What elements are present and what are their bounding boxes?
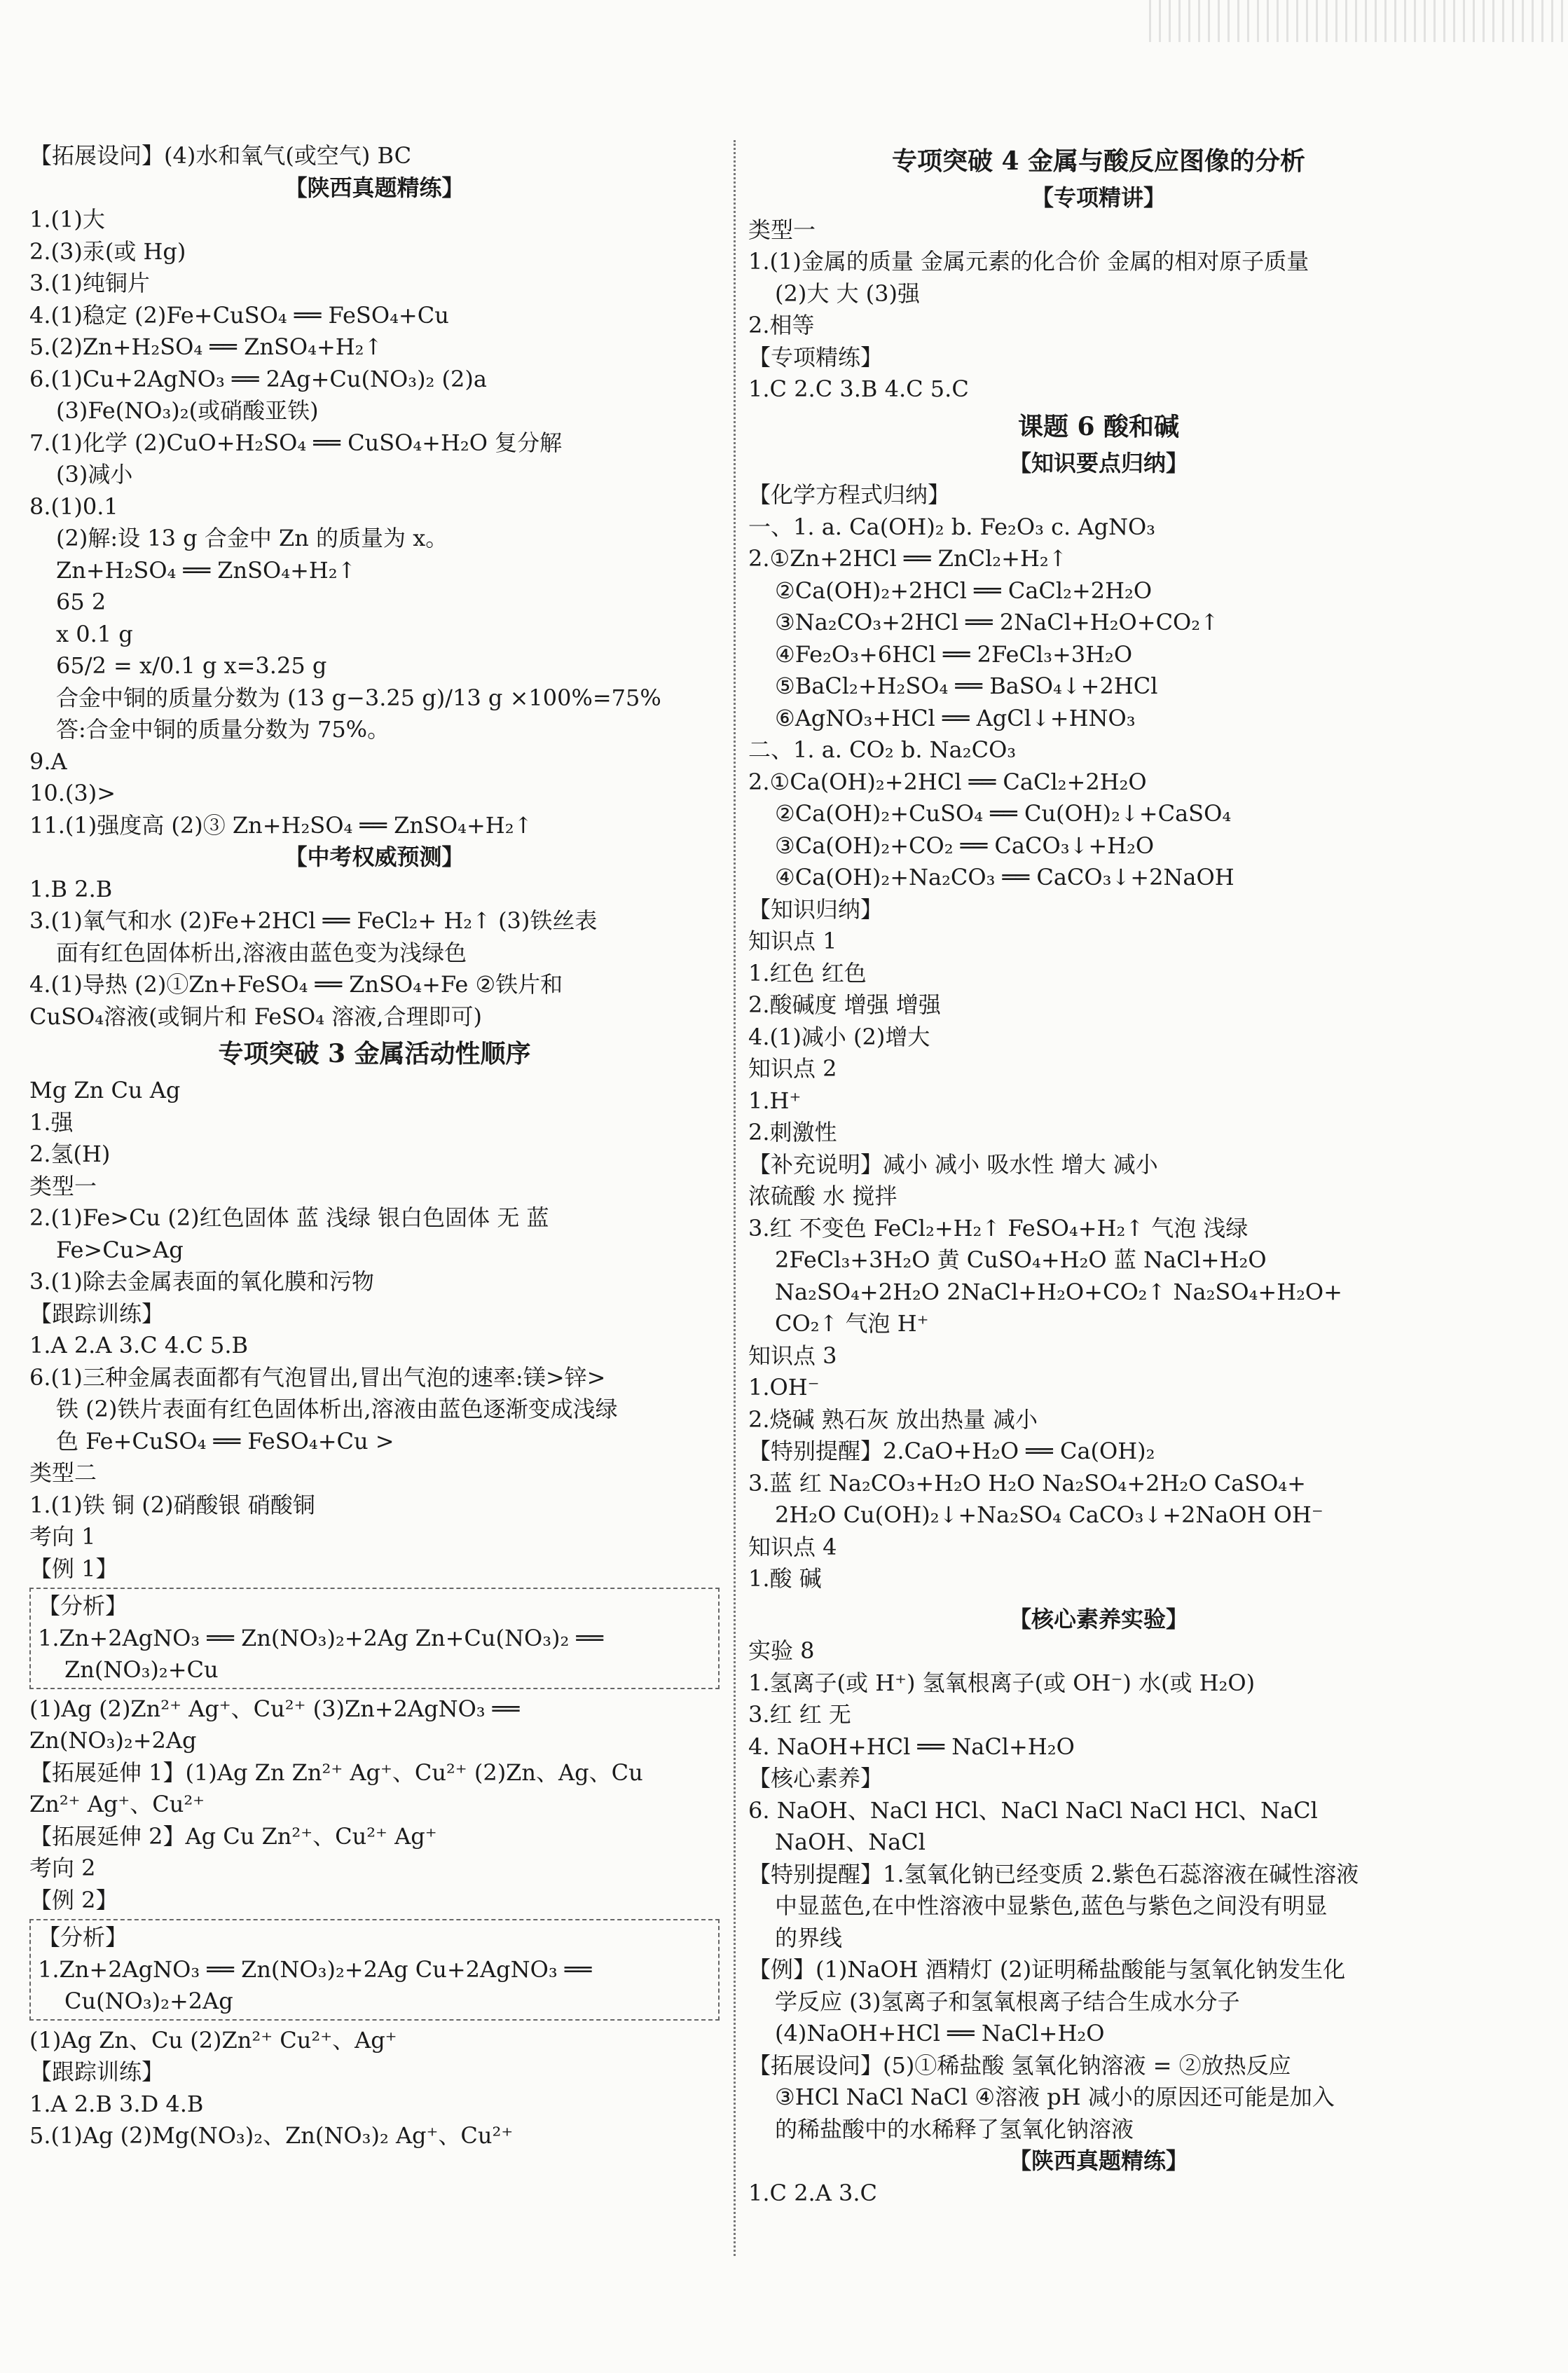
analysis-line: 1.Zn+2AgNO₃ ══ Zn(NO₃)₂+2Ag Zn+Cu(NO₃)₂ ══ — [38, 1624, 604, 1651]
answer-line: 2H₂O Cu(OH)₂↓+Na₂SO₄ CaCO₃↓+2NaOH OH⁻ — [775, 1501, 1323, 1528]
column-divider — [734, 140, 736, 2256]
answer-line: 2.(3)汞(或 Hg) — [29, 238, 186, 265]
answer-line: 2.①Zn+2HCl ══ ZnCl₂+H₂↑ — [748, 545, 1068, 572]
answer-line: ②Ca(OH)₂+2HCl ══ CaCl₂+2H₂O — [775, 577, 1153, 604]
answer-line: 浓硫酸 水 搅拌 — [748, 1183, 898, 1209]
answer-line: (3)Fe(NO₃)₂(或硝酸亚铁) — [56, 397, 319, 424]
answer-line: 2.酸碱度 增强 增强 — [748, 991, 941, 1018]
answer-line: ④Ca(OH)₂+Na₂CO₃ ══ CaCO₃↓+2NaOH — [775, 864, 1235, 890]
answer-line: ③HCl NaCl NaCl ④溶液 pH 减小的原因还可能是加入 — [775, 2084, 1335, 2110]
answer-line: 9.A — [29, 748, 67, 775]
answer-line: 4.(1)导热 (2)①Zn+FeSO₄ ══ ZnSO₄+Fe ②铁片和 — [29, 971, 563, 998]
answer-line: 的界线 — [775, 1924, 843, 1951]
answer-line: ④Fe₂O₃+6HCl ══ 2FeCl₃+3H₂O — [775, 640, 1133, 668]
answer-line: 面有红色固体析出,溶液由蓝色变为浅绿色 — [56, 939, 467, 966]
section-title: 专项突破 3 金属活动性顺序 — [218, 1039, 531, 1068]
answer-line: 【例 1】 — [29, 1555, 118, 1582]
answer-line: 【知识归纳】 — [748, 895, 883, 923]
answer-line: 1.C 2.C 3.B 4.C 5.C — [748, 376, 969, 402]
answer-line: 6. NaOH、NaCl HCl、NaCl NaCl NaCl HCl、NaCl — [748, 1796, 1318, 1824]
answer-line: 【跟踪训练】 — [29, 1300, 165, 1327]
section-header: 【陕西真题精练】 — [284, 174, 465, 201]
answer-line: 2.①Ca(OH)₂+2HCl ══ CaCl₂+2H₂O — [748, 768, 1147, 795]
answer-line: (3)减小 — [56, 461, 133, 488]
answer-line: 中显蓝色,在中性溶液中显紫色,蓝色与紫色之间没有明显 — [775, 1892, 1328, 1919]
answer-line: (2)大 大 (3)强 — [775, 280, 921, 307]
answer-line: 【例 2】 — [29, 1886, 118, 1913]
answer-line: 知识点 2 — [748, 1055, 837, 1082]
answer-line: 的稀盐酸中的水稀释了氢氧化钠溶液 — [775, 2115, 1134, 2142]
answer-line: 3.蓝 红 Na₂CO₃+H₂O H₂O Na₂SO₄+2H₂O CaSO₄+ — [748, 1469, 1306, 1497]
answer-line: 65/2 = x/0.1 g x=3.25 g — [56, 652, 327, 679]
answer-line: Mg Zn Cu Ag — [29, 1077, 181, 1103]
answer-line: 【补充说明】减小 减小 吸水性 增大 减小 — [748, 1150, 1158, 1178]
answer-line: 10.(3)> — [29, 780, 116, 806]
answer-line: 3.红 红 无 — [748, 1701, 851, 1728]
answer-line: Fe>Cu>Ag — [56, 1236, 184, 1263]
answer-line: 【核心素养】 — [748, 1765, 883, 1791]
spacer — [748, 1595, 1449, 1604]
analysis-box — [29, 1919, 720, 2021]
answer-line: CuSO₄溶液(或铜片和 FeSO₄ 溶液,合理即可) — [29, 1003, 482, 1030]
answer-line: 6.(1)Cu+2AgNO₃ ══ 2Ag+Cu(NO₃)₂ (2)a — [29, 365, 487, 392]
answer-line: 1.(1)铁 铜 (2)硝酸银 硝酸铜 — [29, 1491, 315, 1518]
answer-line: 铁 (2)铁片表面有红色固体析出,溶液由蓝色逐渐变成浅绿 — [56, 1396, 618, 1422]
answer-line: 【特别提醒】2.CaO+H₂O ══ Ca(OH)₂ — [748, 1438, 1155, 1464]
answer-line: 类型二 — [29, 1459, 97, 1486]
section-title: 课题 6 酸和碱 — [1017, 411, 1180, 441]
analysis-line: Zn(NO₃)₂+Cu — [64, 1656, 219, 1683]
answer-line: 实验 8 — [748, 1637, 815, 1664]
answer-line: 1.(1)大 — [29, 206, 105, 233]
answer-line: ②Ca(OH)₂+CuSO₄ ══ Cu(OH)₂↓+CaSO₄ — [775, 800, 1232, 827]
answer-line: 1.红色 红色 — [748, 959, 867, 986]
answer-line: 1.氢离子(或 H⁺) 氢氧根离子(或 OH⁻) 水(或 H₂O) — [748, 1669, 1256, 1696]
answer-line: 【拓展设问】(4)水和氧气(或空气) BC — [29, 142, 412, 169]
section-header: 【中考权威预测】 — [284, 844, 465, 870]
answer-line: 1.(1)金属的质量 金属元素的化合价 金属的相对原子质量 — [748, 248, 1309, 275]
answer-line: 2.氢(H) — [29, 1141, 111, 1167]
answer-line: 3.(1)氧气和水 (2)Fe+2HCl ══ FeCl₂+ H₂↑ (3)铁丝表 — [29, 907, 598, 934]
answer-line: Zn(NO₃)₂+2Ag — [29, 1727, 197, 1754]
answer-line: 1.C 2.A 3.C — [748, 2179, 878, 2206]
answer-line: 1.A 2.A 3.C 4.C 5.B — [29, 1332, 249, 1359]
answer-line: 3.(1)纯铜片 — [29, 270, 150, 296]
answer-line: 2FeCl₃+3H₂O 黄 CuSO₄+H₂O 蓝 NaCl+H₂O — [775, 1246, 1267, 1273]
answer-line: 8.(1)0.1 — [29, 493, 118, 520]
answer-line: 【例】(1)NaOH 酒精灯 (2)证明稀盐酸能与氢氧化钠发生化 — [748, 1956, 1346, 1983]
analysis-line: 【分析】 — [38, 1924, 128, 1951]
scan-noise — [1149, 0, 1568, 42]
answer-line: 11.(1)强度高 (2)③ Zn+H₂SO₄ ══ ZnSO₄+H₂↑ — [29, 811, 533, 839]
analysis-box — [29, 1588, 720, 1689]
answer-line: 3.(1)除去金属表面的氧化膜和污物 — [29, 1268, 374, 1295]
answer-line: 【专项精练】 — [748, 343, 883, 371]
answer-line: 【拓展设问】(5)①稀盐酸 氢氧化钠溶液 = ②放热反应 — [748, 2051, 1291, 2079]
left-column — [29, 140, 720, 2152]
answer-line: 学反应 (3)氢离子和氢氧根离子结合生成水分子 — [775, 1988, 1240, 2015]
answer-line: 【跟踪训练】 — [29, 2058, 165, 2085]
answer-line: (1)Ag (2)Zn²⁺ Ag⁺、Cu²⁺ (3)Zn+2AgNO₃ ══ — [29, 1695, 520, 1722]
answer-line: 2.相等 — [748, 312, 815, 338]
section-title: 专项突破 4 金属与酸反应图像的分析 — [891, 146, 1306, 176]
answer-line: 3.红 不变色 FeCl₂+H₂↑ FeSO₄+H₂↑ 气泡 浅绿 — [748, 1214, 1249, 1241]
answer-line: 1.强 — [29, 1108, 74, 1136]
section-header: 【核心素养实验】 — [1008, 1605, 1188, 1632]
answer-line: ③Na₂CO₃+2HCl ══ 2NaCl+H₂O+CO₂↑ — [775, 609, 1219, 635]
answer-line: 2.烧碱 熟石灰 放出热量 减小 — [748, 1405, 1038, 1433]
answer-line: 4.(1)稳定 (2)Fe+CuSO₄ ══ FeSO₄+Cu — [29, 301, 449, 329]
answer-line: 【拓展延伸 1】(1)Ag Zn Zn²⁺ Ag⁺、Cu²⁺ (2)Zn、Ag、Cu — [29, 1759, 643, 1786]
answer-line: 知识点 3 — [748, 1342, 837, 1369]
answer-line: x 0.1 g — [56, 620, 133, 647]
right-column — [748, 140, 1449, 2209]
answer-line: 1.A 2.B 3.D 4.B — [29, 2090, 204, 2117]
answer-line: NaOH、NaCl — [775, 1829, 926, 1855]
answer-line: 类型一 — [748, 216, 816, 243]
analysis-line: 【分析】 — [38, 1593, 128, 1619]
answer-line: (4)NaOH+HCl ══ NaCl+H₂O — [775, 2020, 1105, 2047]
answer-line: 色 Fe+CuSO₄ ══ FeSO₄+Cu > — [56, 1427, 394, 1454]
answer-line: 【拓展延伸 2】Ag Cu Zn²⁺、Cu²⁺ Ag⁺ — [29, 1822, 437, 1850]
answer-line: Na₂SO₄+2H₂O 2NaCl+H₂O+CO₂↑ Na₂SO₄+H₂O+ — [775, 1278, 1342, 1305]
answer-line: ③Ca(OH)₂+CO₂ ══ CaCO₃↓+H₂O — [775, 832, 1155, 859]
section-header: 【知识要点归纳】 — [1008, 449, 1188, 476]
answer-line: 65 2 — [56, 589, 106, 615]
answer-line: 5.(2)Zn+H₂SO₄ ══ ZnSO₄+H₂↑ — [29, 333, 383, 360]
answer-line: 合金中铜的质量分数为 (13 g−3.25 g)/13 g ×100%=75% — [56, 684, 661, 711]
answer-line: 【化学方程式归纳】 — [748, 481, 951, 508]
answer-line: 考向 1 — [29, 1523, 96, 1550]
answer-line: 二、1. a. CO₂ b. Na₂CO₃ — [748, 736, 1017, 763]
answer-line: Zn+H₂SO₄ ══ ZnSO₄+H₂↑ — [56, 556, 357, 584]
answer-line: 1.酸 碱 — [748, 1565, 822, 1592]
answer-line: Zn²⁺ Ag⁺、Cu²⁺ — [29, 1791, 205, 1817]
answer-line: CO₂↑ 气泡 H⁺ — [775, 1310, 929, 1337]
answer-line: 7.(1)化学 (2)CuO+H₂SO₄ ══ CuSO₄+H₂O 复分解 — [29, 429, 563, 456]
analysis-line: 1.Zn+2AgNO₃ ══ Zn(NO₃)₂+2Ag Cu+2AgNO₃ ══ — [38, 1955, 592, 1983]
answer-line: 知识点 4 — [748, 1533, 837, 1560]
answer-line: (1)Ag Zn、Cu (2)Zn²⁺ Cu²⁺、Ag⁺ — [29, 2026, 397, 2054]
answer-line: 2.(1)Fe>Cu (2)红色固体 蓝 浅绿 银白色固体 无 蓝 — [29, 1204, 549, 1231]
answer-line: 类型一 — [29, 1172, 97, 1199]
answer-line: 考向 2 — [29, 1855, 96, 1881]
answer-line: ⑤BaCl₂+H₂SO₄ ══ BaSO₄↓+2HCl — [775, 673, 1158, 699]
answer-line: 【特别提醒】1.氢氧化钠已经变质 2.紫色石蕊溶液在碱性溶液 — [748, 1860, 1359, 1887]
section-header: 【专项精讲】 — [1031, 184, 1166, 211]
answer-line: 4.(1)减小 (2)增大 — [748, 1023, 930, 1050]
section-header: 【陕西真题精练】 — [1008, 2147, 1188, 2174]
answer-line: 2.刺激性 — [748, 1119, 837, 1146]
answer-line: (2)解:设 13 g 合金中 Zn 的质量为 x。 — [56, 525, 448, 551]
analysis-line: Cu(NO₃)₂+2Ag — [64, 1988, 233, 2014]
answer-line: 5.(1)Ag (2)Mg(NO₃)₂、Zn(NO₃)₂ Ag⁺、Cu²⁺ — [29, 2122, 514, 2149]
answer-line: 6.(1)三种金属表面都有气泡冒出,冒出气泡的速率:镁>锌> — [29, 1363, 606, 1391]
answer-line: 1.OH⁻ — [748, 1374, 820, 1401]
answer-line: 一、1. a. Ca(OH)₂ b. Fe₂O₃ c. AgNO₃ — [748, 513, 1156, 540]
answer-line: 1.B 2.B — [29, 875, 113, 902]
answer-line: 1.H⁺ — [748, 1087, 802, 1114]
answer-line: ⑥AgNO₃+HCl ══ AgCl↓+HNO₃ — [775, 704, 1136, 731]
answer-line: 4. NaOH+HCl ══ NaCl+H₂O — [748, 1733, 1075, 1760]
answer-line: 知识点 1 — [748, 928, 837, 954]
answer-line: 答:合金中铜的质量分数为 75%。 — [56, 716, 390, 743]
